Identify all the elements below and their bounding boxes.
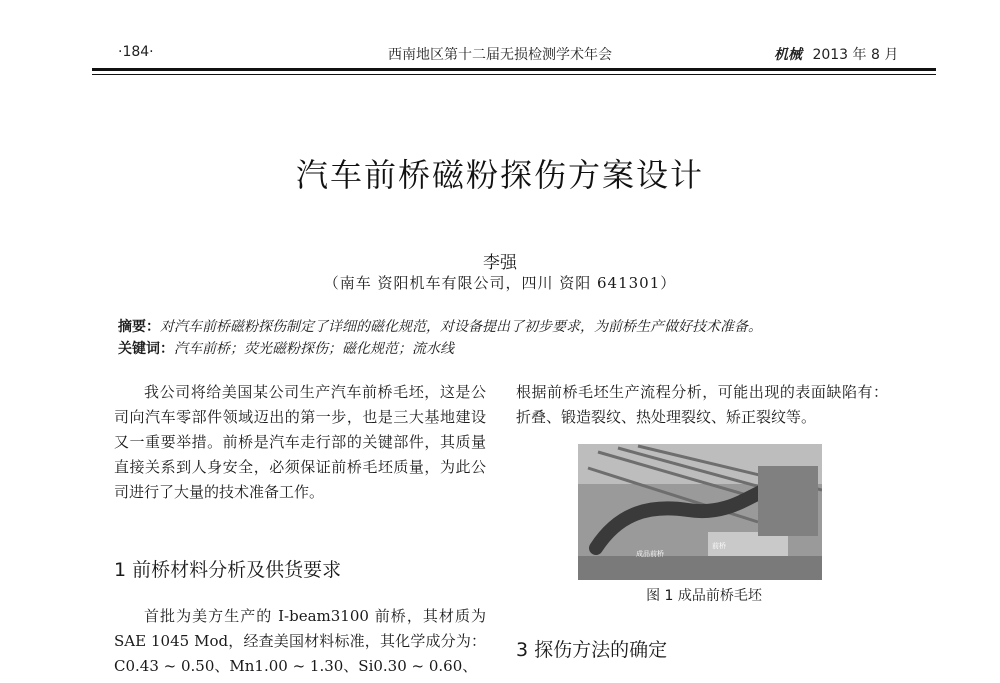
section-3-heading: 3 探伤方法的确定 [516,639,668,661]
material-paragraph: 首批为美方生产的 I-beam3100 前桥，其材质为 SAE 1045 Mod，经查美国材料标准，其化学成分为：C0.43 ~ 0.50、Mn1.00 ~ 1.30、Si0.30 ~ 0.60、 [114,607,486,675]
abstract-text: 对汽车前桥磁粉探伤制定了详细的磁化规范，对设备提出了初步要求，为前桥生产做好技术准备。 [160,319,762,335]
figure-label-left: 成品前桥 [636,550,664,558]
journal-date: 2013 年 8 月 [812,47,899,63]
page-number: ·184· [118,44,154,60]
author-name: 李强 [483,253,517,273]
figure-1-photo [578,444,822,580]
keywords-label: 关键词： [118,341,174,357]
product-photo-icon [578,444,822,580]
header-rule-thin [92,74,936,75]
abstract [118,316,908,338]
affiliation: （南车 资阳机车有限公司，四川 资阳 641301） [323,274,677,292]
section-1-heading: 1 前桥材料分析及供货要求 [114,559,342,581]
journal-name: 机械 [774,47,802,63]
paper-title: 汽车前桥磁粉探伤方案设计 [295,156,704,194]
intro-paragraph: 我公司将给美国某公司生产汽车前桥毛坯，这是公司向汽车零部件领域迈出的第一步，也是三大基地建设又一重要举措。前桥是汽车走行部的关键部件，其质量直接关系到人身安全，必须保证前桥毛坯质量，为此公司进行了大量的技术准备工作。 [114,383,486,501]
abstract-block [118,316,908,360]
journal-info [774,44,898,64]
conference-name: 西南地区第十二届无损检测学术年会 [388,47,612,63]
figure-label-right: 前桥 [712,542,726,550]
defect-paragraph: 根据前桥毛坯生产流程分析，可能出现的表面缺陷有：折叠、锻造裂纹、热处理裂纹、矫正裂纹等。 [516,383,888,426]
header-rule-thick [92,68,936,71]
keywords-text: 汽车前桥；荧光磁粉探伤；磁化规范；流水线 [174,341,454,357]
figure-1-caption: 图 1 成品前桥毛坯 [646,588,762,604]
abstract-label: 摘要： [118,319,160,335]
keywords [118,338,908,360]
